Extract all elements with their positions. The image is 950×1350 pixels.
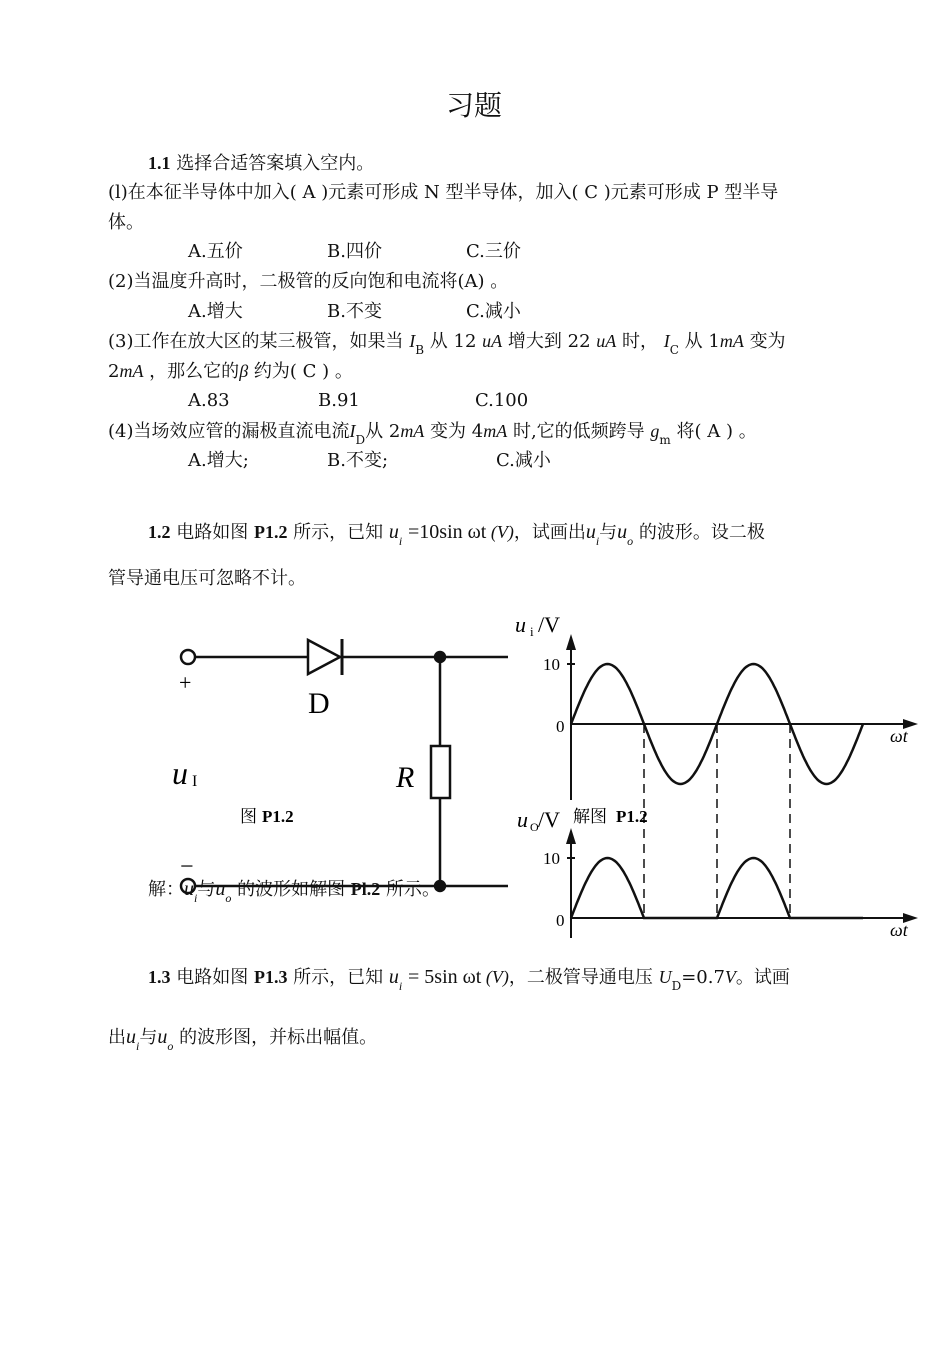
q11-p3-ua1: uA [482, 331, 503, 351]
q11-p2-option-a: A.增大 [188, 301, 243, 322]
q13-l2-a: 出 [108, 1027, 126, 1048]
fig-caption-ref: P1.2 [262, 807, 294, 826]
q12-text-b: 所示，已知 [287, 522, 384, 543]
page-title: 习题 [446, 89, 503, 122]
q11-p4-ma1: mA [400, 421, 425, 441]
q11-p2: (2)当温度升高时，二极管的反向饱和电流将(A) 。 [108, 271, 509, 292]
q11-p4-option-b: B.不变; [327, 450, 389, 471]
diode-icon [308, 640, 340, 674]
q11-p1-option-a: A.五价 [188, 241, 243, 262]
q11-p3-ib-sub: B [415, 343, 425, 357]
q11-p4-text-c: 变为 4 [424, 421, 484, 442]
q12-unit: (V) [486, 522, 514, 542]
q11-p3-ic: I [663, 331, 670, 351]
q11-stem-text: 选择合适答案填入空内。 [176, 153, 375, 174]
uo-tick-10-label: 10 [543, 849, 560, 868]
answer-uo-sub: o [225, 891, 232, 905]
resistor-label: R [396, 761, 415, 794]
resistor-icon [431, 746, 450, 798]
answer-mid: 的波形如解图 [231, 879, 351, 900]
q12-u-sub: i [398, 534, 403, 548]
dashed-guides [644, 724, 790, 918]
q11-p3-l2-b: ，那么它的 [143, 361, 240, 382]
q13-ui-sub: i [136, 1039, 140, 1053]
q13-uo: u [157, 1026, 168, 1048]
answer-ref: Pl.2 [350, 879, 381, 899]
q11-p4 [108, 419, 757, 445]
q11-p3-ua2: uA [596, 331, 617, 351]
ui-wt-label: ωt [890, 726, 908, 746]
q12-u: u [388, 521, 399, 543]
q12-ui-sub: i [595, 534, 600, 548]
q13-u: u [388, 966, 399, 988]
diode-label: D [308, 687, 330, 720]
q12-uo-sub: o [627, 534, 634, 548]
circuit-and-waveform-figure [0, 600, 950, 950]
ui-axis-sub: i [530, 624, 534, 639]
q11-stem [148, 151, 374, 176]
q11-p1-line2: 体。 [108, 212, 144, 233]
q13-v: V [724, 967, 736, 987]
q12-text-d: 的波形。设二极 [633, 522, 765, 543]
uo-axes [566, 828, 918, 938]
q11-p4-gm-sub: m [659, 433, 671, 447]
uo-axis-label: u [517, 807, 528, 832]
answer-post: 所示。 [380, 879, 441, 900]
q13-unit: (V) [481, 967, 509, 987]
sol-caption-ref: P1.2 [616, 807, 648, 826]
q11-p3-text-a: (3)工作在放大区的某三极管，如果当 [108, 331, 404, 352]
q11-p4-id: I [349, 421, 356, 441]
sol-caption-pre: 解图 [573, 807, 607, 826]
q11-p3-option-a: A.83 [188, 390, 230, 411]
q13-ud: U [658, 967, 672, 987]
plus-sign: + [179, 670, 192, 695]
ui-axes [566, 634, 918, 800]
q11-p3-beta: β [239, 361, 249, 381]
answer-and: 与 [197, 879, 216, 900]
q11-p4-option-a: A.增大; [188, 450, 249, 471]
q11-p4-text-b: 从 2 [365, 421, 401, 442]
q13-uo-sub: o [167, 1039, 174, 1053]
minus-sign: − [180, 854, 194, 880]
circuit-diagram [181, 639, 508, 893]
q13-text-e: 。试画 [735, 967, 790, 988]
q12-ui: u [585, 521, 596, 543]
q11-p3-ic-sub: C [669, 343, 679, 357]
ui-axis-unit: /V [538, 612, 560, 637]
q11-p1-line1: (l)在本征半导体中加入( A )元素可形成 N 型半导体，加入( C )元素可形成 P 型半导 [108, 182, 779, 203]
q13-fig-ref: P1.3 [253, 967, 288, 987]
answer-ui-sub: i [194, 891, 198, 905]
q11-p3-text-e: 从 1 [684, 331, 720, 352]
q13-ui: u [126, 1026, 136, 1048]
q11-p3-text-f: 变为 [749, 331, 786, 352]
answer-1-2 [148, 877, 440, 903]
ui-tick-0-label: 0 [556, 717, 565, 736]
q13-text-b: 所示，已知 [287, 967, 384, 988]
q12-number: 1.2 [148, 522, 171, 542]
q13-line2 [108, 1025, 377, 1051]
q12-uo: u [617, 521, 628, 543]
q11-p4-ma2: mA [483, 421, 508, 441]
answer-pre: 解： [148, 879, 184, 900]
q12-equation: =10sin ωt [408, 521, 487, 543]
uo-tick-0-label: 0 [556, 911, 565, 930]
q13-equation: = 5sin ωt [408, 966, 482, 988]
q13-l2-b: 的波形图，并标出幅值。 [173, 1027, 378, 1048]
q13-line1 [148, 965, 790, 991]
q11-p4-text-e: 将( A ) 。 [670, 421, 757, 442]
q11-p3-line2 [108, 359, 353, 384]
uo-axis-sub: O [530, 820, 539, 834]
q11-number: 1.1 [148, 153, 171, 173]
ui-tick-10-label: 10 [543, 655, 560, 674]
q11-p3-l2-c: 约为( C ) 。 [248, 361, 353, 382]
q11-p4-id-sub: D [355, 433, 366, 447]
answer-uo: u [215, 878, 226, 900]
q12-line2: 管导通电压可忽略不计。 [108, 568, 306, 589]
q11-p3-text-c: 增大到 22 [507, 331, 597, 352]
q13-text-a: 电路如图 [170, 967, 254, 988]
answer-ui: u [184, 878, 194, 900]
q11-p4-option-c: C.减小 [496, 450, 551, 471]
q11-p3-option-b: B.91 [318, 390, 360, 411]
q13-ud-sub: D [671, 979, 682, 993]
q11-p2-option-c: C.减小 [466, 301, 521, 322]
q12-text-a: 电路如图 [170, 522, 254, 543]
q11-p3-ib: I [409, 331, 416, 351]
q13-number: 1.3 [148, 967, 171, 987]
q12-and: 与 [599, 522, 618, 543]
q11-p3-line1 [108, 329, 786, 355]
q11-p1-option-b: B.四价 [327, 241, 382, 262]
q13-u-sub: i [398, 979, 403, 993]
ui-axis-label: u [515, 612, 526, 637]
q11-p3-ma2: mA [119, 361, 144, 381]
q13-text-c: ，二极管导通电压 [508, 967, 659, 988]
input-terminal-top [181, 650, 195, 664]
input-voltage-sub: I [192, 773, 198, 790]
q11-p4-gm: g [650, 421, 660, 441]
q11-p2-option-b: B.不变 [327, 301, 382, 322]
q13-and: 与 [139, 1027, 158, 1048]
q11-p3-text-d: 时， [621, 331, 658, 352]
q11-p1-option-c: C.三价 [466, 241, 521, 262]
q11-p3-l2-a: 2 [108, 361, 120, 382]
q11-p4-text-a: (4)当场效应管的漏极直流电流 [108, 421, 350, 442]
uo-axis-unit: /V [538, 807, 560, 832]
q11-p3-ma1: mA [719, 331, 744, 351]
q12-text-c: ，试画出 [513, 522, 586, 543]
q11-p4-text-d: 时,它的低频跨导 [507, 421, 645, 442]
input-voltage-label: u [172, 755, 188, 791]
q13-text-d: =0.7 [681, 967, 725, 988]
q11-p3-option-c: C.100 [475, 390, 529, 411]
q11-p3-text-b: 从 12 [429, 331, 483, 352]
q12-fig-ref: P1.2 [253, 522, 288, 542]
uo-wt-label: ωt [890, 920, 908, 940]
q12-line1 [148, 520, 765, 546]
fig-caption-pre: 图 [240, 807, 257, 826]
